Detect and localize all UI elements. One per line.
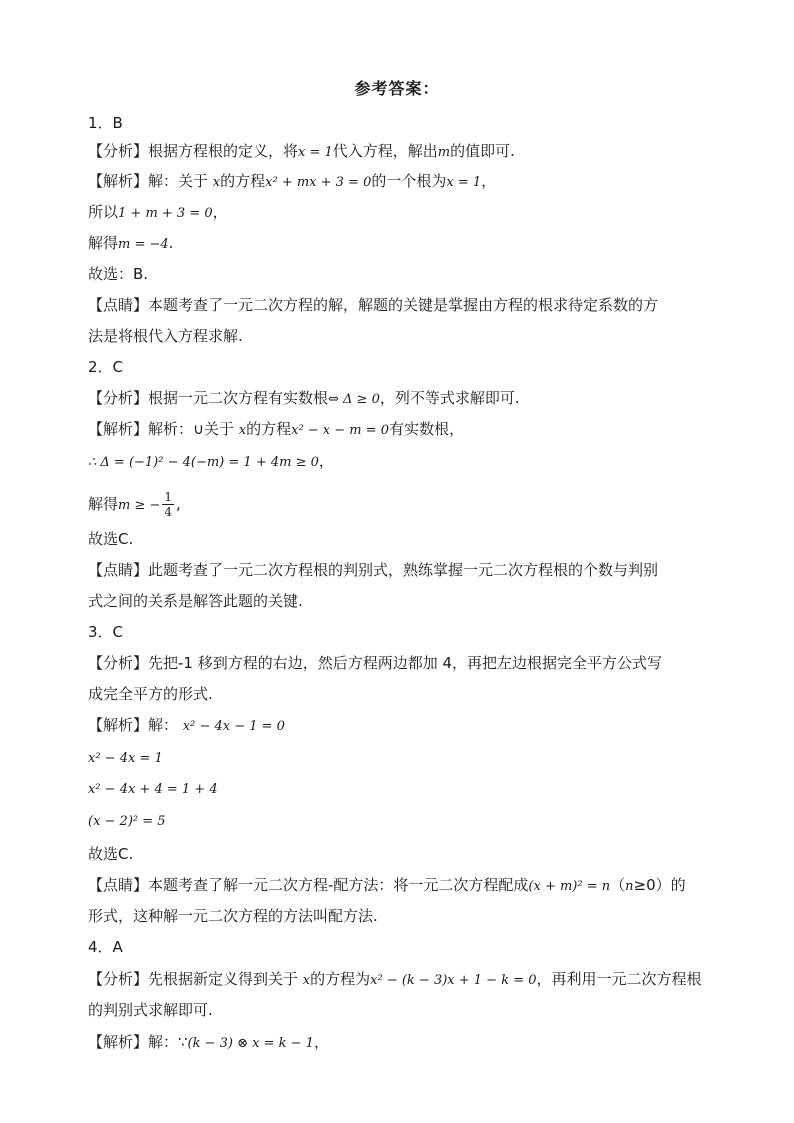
text-run: 的值即可. [450, 142, 515, 160]
text-run: 的一个根为 [371, 172, 447, 190]
text-run: ， [318, 452, 334, 470]
answer-line [88, 809, 718, 831]
text-run: ， [481, 172, 497, 190]
text-run: 所以 [88, 203, 119, 221]
text-run: , [176, 495, 181, 513]
page-title: 参考答案： [354, 79, 440, 98]
answer-line [88, 968, 718, 990]
text-run: 法是将根代入方程求解. [88, 327, 243, 345]
answer-line [88, 874, 718, 896]
text-run: 代入方程，解出 [332, 142, 438, 160]
text-run: 【解析】解：∵ [88, 1033, 188, 1051]
math-expression: m ≥ − [118, 498, 161, 513]
text-run: 的方程为 [310, 970, 371, 988]
answer-line [88, 450, 718, 472]
math-expression: m [437, 145, 451, 160]
math-expression: m = −4 [118, 237, 169, 252]
math-expression: x² − 4x + 4 = 1 + 4 [88, 782, 218, 797]
text-run: 【分析】先根据新定义得到关于 [88, 970, 303, 988]
text-run: ， [313, 1033, 329, 1051]
fraction-numerator: 1 [164, 490, 173, 504]
answer-line [88, 936, 718, 958]
answer-line [88, 999, 718, 1021]
math-expression: x² − 4x − 1 = 0 [182, 719, 285, 734]
answer-line [88, 905, 718, 927]
fraction-denominator: 4 [164, 505, 173, 519]
math-expression: 1 + m + 3 = 0 [118, 206, 213, 221]
text-run: 的方程 [220, 172, 266, 190]
answer-line [88, 777, 718, 799]
answer-line [88, 387, 718, 409]
answer-line [88, 418, 718, 440]
text-run: 形式，这种解一元二次方程的方法叫配方法. [88, 907, 378, 925]
answer-line [88, 843, 718, 865]
text-run: 【点睛】此题考查了一元二次方程根的判别式，熟练掌握一元二次方程根的个数与判别 [88, 561, 659, 579]
math-expression: (x − 2)² = 5 [88, 814, 166, 829]
text-run: 的判别式求解即可. [88, 1001, 213, 1019]
text-run: 解得 [88, 495, 119, 513]
text-run: 【解析】解： [88, 716, 183, 734]
text-run: 解得 [88, 234, 119, 252]
text-run: 3．C [88, 623, 124, 641]
text-run: 的方程 [246, 420, 292, 438]
text-run: ，再利用一元二次方程根 [536, 970, 702, 988]
answer-line [88, 1031, 718, 1053]
answer-line [88, 683, 718, 705]
text-run: 有实数根， [389, 420, 465, 438]
math-expression: x [212, 175, 221, 190]
answer-line [88, 528, 718, 550]
text-run: 4．A [88, 938, 123, 956]
text-run: 【分析】先把-1 移到方程的右边，然后方程两边都加 4，再把左边根据完全平方公式写 [88, 654, 663, 672]
math-expression: x² + mx + 3 = 0 [265, 175, 372, 190]
answer-line [88, 714, 718, 736]
text-run: ，列不等式求解即可. [379, 389, 520, 407]
answer-line [88, 652, 718, 674]
math-expression: x² − 4x = 1 [88, 751, 163, 766]
answer-line [88, 140, 718, 162]
answer-line [88, 170, 718, 192]
text-run: 【解析】解析：∪关于 [88, 420, 239, 438]
text-run: 【点睛】本题考查了一元二次方程的解，解题的关键是掌握由方程的根求待定系数的方 [88, 296, 659, 314]
math-expression: ∴ Δ = (−1)² − 4(−m) = 1 + 4m ≥ 0 [88, 455, 319, 470]
text-run: 【解析】解：关于 [88, 172, 213, 190]
text-run: ≥0）的 [633, 876, 686, 894]
math-expression: (k − 3) ⊗ x = k − 1 [187, 1036, 314, 1051]
fraction [162, 490, 174, 519]
text-run: ， [212, 203, 228, 221]
answer-line [88, 590, 718, 612]
answer-line [88, 746, 718, 768]
text-run: 【分析】根据一元二次方程有实数根 [88, 389, 329, 407]
answer-line [88, 559, 718, 581]
text-run: . [168, 234, 174, 252]
answer-line [88, 201, 718, 223]
answer-line [88, 263, 718, 285]
text-run: 故选C. [88, 845, 134, 863]
text-run: 故选：B. [88, 265, 149, 283]
text-run: （ [610, 876, 626, 894]
math-expression: x² − (k − 3)x + 1 − k = 0 [370, 973, 537, 988]
answer-line [88, 356, 718, 378]
math-expression: x² − x − m = 0 [291, 423, 390, 438]
answer-line [88, 621, 718, 643]
math-expression: ⇔ Δ ≥ 0 [328, 392, 380, 407]
text-run: 式之间的关系是解答此题的关键. [88, 592, 303, 610]
answer-line [88, 294, 718, 316]
answer-line [88, 112, 718, 134]
math-expression: x = 1 [446, 175, 482, 190]
text-run: 【分析】根据方程根的定义，将 [88, 142, 299, 160]
text-run: 2．C [88, 358, 124, 376]
text-run: 【点睛】本题考查了解一元二次方程-配方法：将一元二次方程配成 [88, 876, 529, 894]
answer-line [88, 490, 718, 519]
answer-line [88, 325, 718, 347]
math-expression: x [302, 973, 311, 988]
text-run: 成完全平方的形式. [88, 685, 213, 703]
answer-line [88, 232, 718, 254]
math-expression: x [238, 423, 247, 438]
text-run: 故选C. [88, 530, 134, 548]
math-expression: (x + m)² = n [528, 879, 611, 894]
math-expression: n [625, 879, 634, 894]
math-expression: x = 1 [298, 145, 333, 160]
text-run: 1．B [88, 114, 123, 132]
